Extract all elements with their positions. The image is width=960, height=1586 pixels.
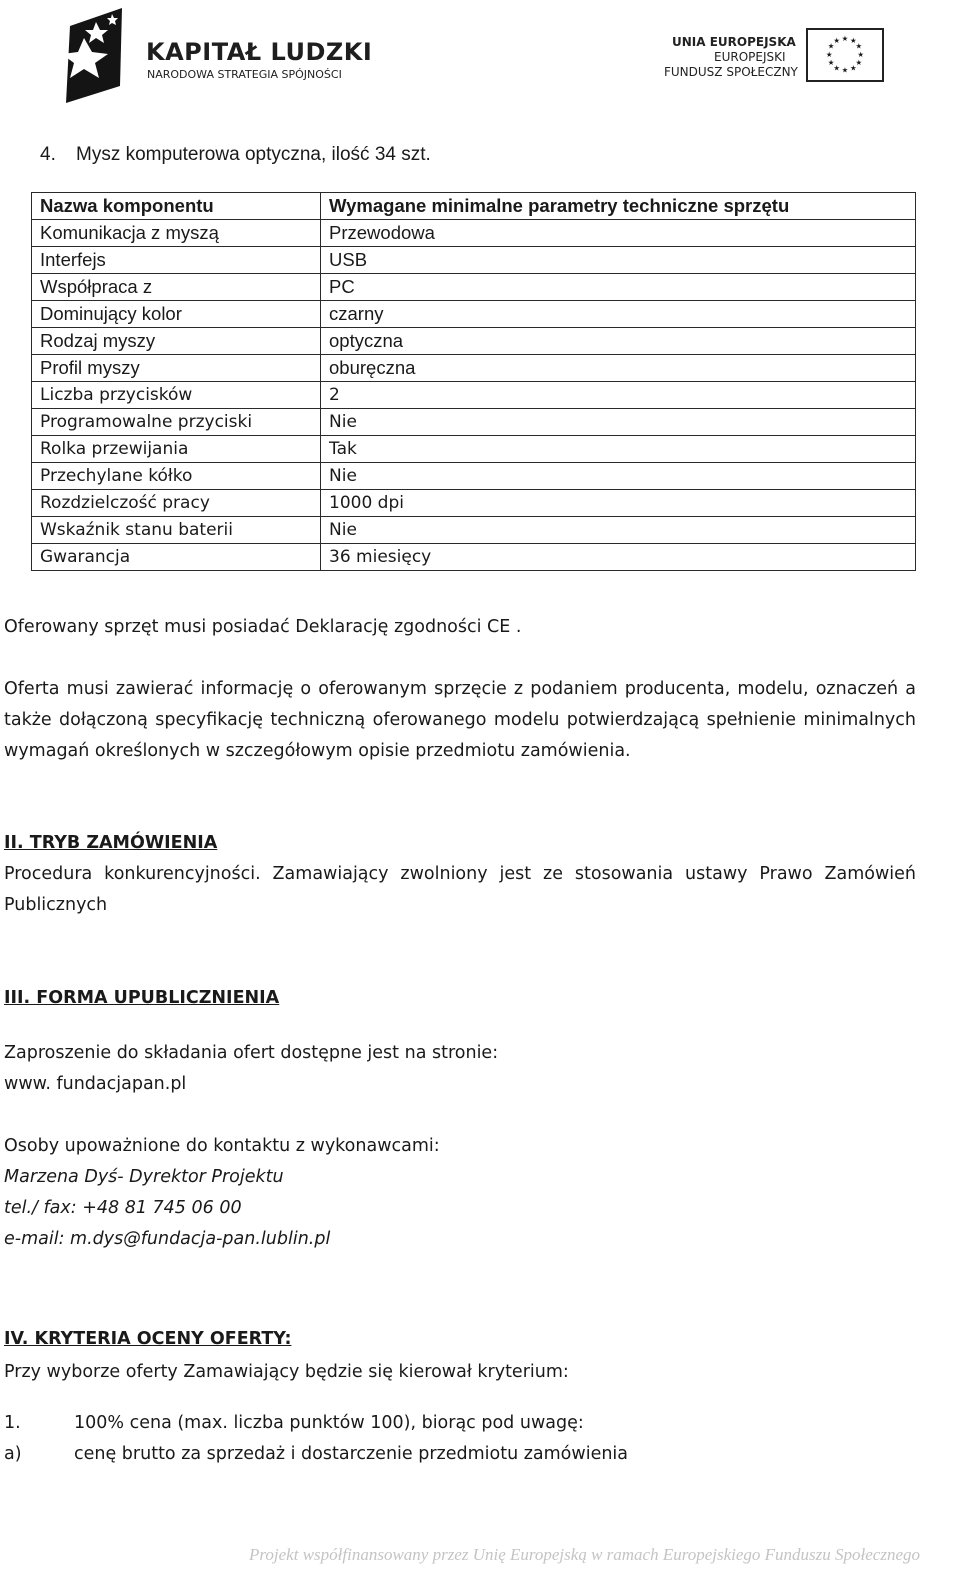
section-3-heading: III. FORMA UPUBLICZNIENIA bbox=[4, 988, 280, 1008]
table-header-component: Nazwa komponentu bbox=[32, 193, 321, 220]
list-marker: 1. bbox=[4, 1413, 21, 1433]
spec-table bbox=[31, 192, 916, 571]
contact-email[interactable]: e-mail: m.dys@fundacja-pan.lublin.pl bbox=[4, 1229, 331, 1249]
eu-logo-line3: FUNDUSZ SPOŁECZNY bbox=[664, 65, 798, 79]
table-cell-value: Nie bbox=[321, 463, 916, 490]
svg-text:★: ★ bbox=[850, 35, 857, 45]
contact-phone: tel./ fax: +48 81 745 06 00 bbox=[4, 1198, 242, 1218]
table-cell-name: Rozdzielczość pracy bbox=[32, 490, 321, 517]
item-title bbox=[40, 144, 431, 166]
ce-declaration-note: Oferowany sprzęt musi posiadać Deklarację zgodności CE . bbox=[4, 617, 522, 637]
table-row bbox=[32, 409, 916, 436]
svg-text:★: ★ bbox=[833, 63, 840, 73]
item-title-text: Mysz komputerowa optyczna, ilość 34 szt. bbox=[76, 144, 431, 165]
kapital-ludzki-subtitle: NARODOWA STRATEGIA SPÓJNOŚCI bbox=[147, 68, 342, 81]
svg-text:★: ★ bbox=[827, 41, 835, 51]
svg-text:★: ★ bbox=[855, 41, 863, 51]
table-row bbox=[32, 274, 916, 301]
table-row bbox=[32, 328, 916, 355]
table-cell-name: Profil myszy bbox=[32, 355, 321, 382]
table-row bbox=[32, 544, 916, 571]
criteria-list-item bbox=[4, 1413, 584, 1433]
table-cell-name: Interfejs bbox=[32, 247, 321, 274]
section-4-intro: Przy wyborze oferty Zamawiający będzie się kierował kryterium: bbox=[4, 1362, 569, 1382]
section-4-heading: IV. KRYTERIA OCENY OFERTY: bbox=[4, 1329, 292, 1349]
table-cell-value: 1000 dpi bbox=[321, 490, 916, 517]
table-cell-value: USB bbox=[321, 247, 916, 274]
page-footer: Projekt współfinansowany przez Unię Europejską w ramach Europejskiego Funduszu Społecznego bbox=[249, 1545, 920, 1564]
eu-logo-line1: UNIA EUROPEJSKA bbox=[672, 35, 796, 49]
table-row bbox=[32, 517, 916, 544]
table-header-parameters: Wymagane minimalne parametry techniczne sprzętu bbox=[321, 193, 916, 220]
table-row bbox=[32, 382, 916, 409]
table-cell-name: Programowalne przyciski bbox=[32, 409, 321, 436]
table-cell-name: Rolka przewijania bbox=[32, 436, 321, 463]
table-cell-value: Nie bbox=[321, 409, 916, 436]
contact-name: Marzena Dyś- Dyrektor Projektu bbox=[4, 1167, 284, 1187]
page-header bbox=[0, 0, 960, 112]
table-cell-name: Przechylane kółko bbox=[32, 463, 321, 490]
invite-text: Zaproszenie do składania ofert dostępne jest na stronie: bbox=[4, 1043, 499, 1063]
table-cell-value: 2 bbox=[321, 382, 916, 409]
table-row bbox=[32, 463, 916, 490]
table-cell-value: czarny bbox=[321, 301, 916, 328]
table-cell-value: PC bbox=[321, 274, 916, 301]
table-cell-name: Dominujący kolor bbox=[32, 301, 321, 328]
table-cell-name: Liczba przycisków bbox=[32, 382, 321, 409]
section-2-text: Procedura konkurencyjności. Zamawiający zwolniony jest ze stosowania ustawy Prawo Zamówień Publicznych bbox=[4, 864, 916, 915]
item-number: 4. bbox=[40, 144, 56, 165]
table-cell-value: oburęczna bbox=[321, 355, 916, 382]
svg-text:★: ★ bbox=[855, 58, 863, 68]
svg-text:★: ★ bbox=[841, 65, 849, 75]
website-link[interactable]: www. fundacjapan.pl bbox=[4, 1074, 187, 1094]
svg-text:★: ★ bbox=[833, 35, 840, 45]
eu-logo-line2: EUROPEJSKI bbox=[714, 50, 786, 64]
table-row bbox=[32, 355, 916, 382]
svg-text:★: ★ bbox=[825, 49, 833, 59]
table-row bbox=[32, 220, 916, 247]
table-cell-name: Komunikacja z myszą bbox=[32, 220, 321, 247]
kapital-ludzki-title: KAPITAŁ LUDZKI bbox=[146, 38, 373, 66]
criteria-subitem bbox=[4, 1444, 628, 1464]
table-cell-name: Współpraca z bbox=[32, 274, 321, 301]
table-row bbox=[32, 247, 916, 274]
svg-text:★: ★ bbox=[827, 58, 835, 68]
svg-text:★: ★ bbox=[850, 63, 857, 73]
list-marker: a) bbox=[4, 1444, 22, 1464]
table-cell-value: 36 miesięcy bbox=[321, 544, 916, 571]
eu-flag-icon bbox=[806, 28, 884, 82]
table-cell-value: Tak bbox=[321, 436, 916, 463]
table-header-row bbox=[32, 193, 916, 220]
svg-text:★: ★ bbox=[841, 34, 849, 44]
table-cell-value: optyczna bbox=[321, 328, 916, 355]
table-cell-name: Wskaźnik stanu baterii bbox=[32, 517, 321, 544]
list-item-text: cenę brutto za sprzedaż i dostarczenie przedmiotu zamówienia bbox=[74, 1444, 629, 1464]
contact-label: Osoby upoważnione do kontaktu z wykonawcami: bbox=[4, 1136, 440, 1156]
table-cell-name: Gwarancja bbox=[32, 544, 321, 571]
table-row bbox=[32, 490, 916, 517]
offer-requirements-paragraph: Oferta musi zawierać informację o oferowanym sprzęcie z podaniem producenta, modelu, oznaczeń a także dołączoną specyfikację techniczną oferowanego modelu potwierdzającą spełnienie minimalnych wymagań określonych w szczegółowym opisie przedmiotu zamówienia. bbox=[4, 679, 916, 761]
table-cell-value: Przewodowa bbox=[321, 220, 916, 247]
svg-text:★: ★ bbox=[857, 49, 865, 59]
section-2-heading: II. TRYB ZAMÓWIENIA bbox=[4, 833, 218, 853]
list-item-text: 100% cena (max. liczba punktów 100), biorąc pod uwagę: bbox=[74, 1413, 584, 1433]
table-cell-value: Nie bbox=[321, 517, 916, 544]
table-row bbox=[32, 301, 916, 328]
table-cell-name: Rodzaj myszy bbox=[32, 328, 321, 355]
table-row bbox=[32, 436, 916, 463]
